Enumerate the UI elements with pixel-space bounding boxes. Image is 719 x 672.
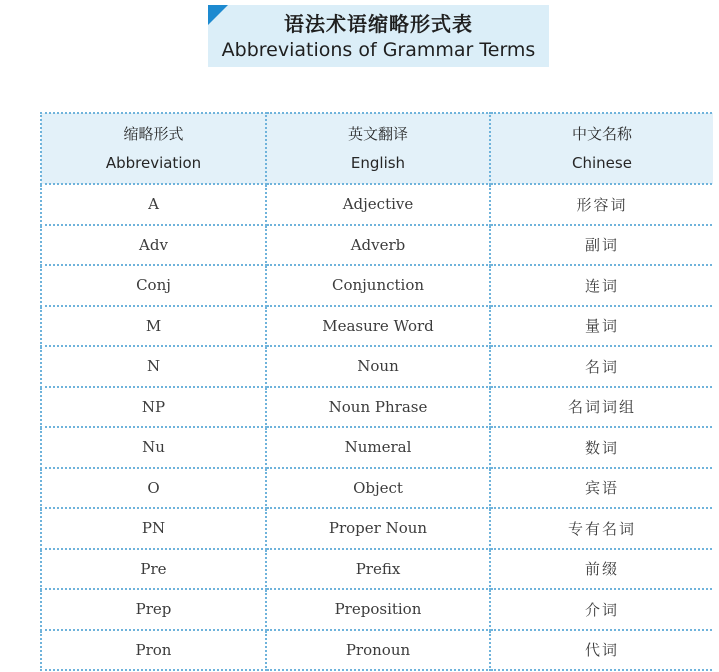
chinese-cell: 形容词 (490, 184, 713, 225)
chinese-cell: 代词 (490, 630, 713, 671)
abbreviation-cell: M (41, 306, 266, 347)
table-body (41, 184, 713, 670)
corner-accent (208, 5, 228, 25)
table-row (41, 549, 713, 590)
abbreviation-cell: Conj (41, 265, 266, 306)
abbreviation-cell: Adv (41, 225, 266, 266)
table-row (41, 387, 713, 428)
table-row (41, 184, 713, 225)
table-row (41, 265, 713, 306)
english-cell: Noun (266, 346, 490, 387)
page-title-english: Abbreviations of Grammar Terms (221, 39, 536, 61)
english-cell: Measure Word (266, 306, 490, 347)
chinese-cell: 宾语 (490, 468, 713, 509)
table-row (41, 427, 713, 468)
chinese-cell: 名词 (490, 346, 713, 387)
english-cell: Numeral (266, 427, 490, 468)
header-abbreviation-cn: 缩略形式 (123, 124, 184, 143)
title-banner (208, 5, 549, 67)
header-abbreviation-en: Abbreviation (105, 153, 202, 172)
chinese-cell: 名词词组 (490, 387, 713, 428)
chinese-cell: 量词 (490, 306, 713, 347)
header-english (266, 113, 490, 184)
abbreviation-cell: PN (41, 508, 266, 549)
abbreviations-table (40, 112, 713, 671)
header-abbreviation (41, 113, 266, 184)
chinese-cell: 副词 (490, 225, 713, 266)
english-cell: Prefix (266, 549, 490, 590)
english-cell: Conjunction (266, 265, 490, 306)
abbreviation-cell: O (41, 468, 266, 509)
header-english-en: English (350, 153, 406, 172)
english-cell: Adjective (266, 184, 490, 225)
abbreviation-cell: NP (41, 387, 266, 428)
english-cell: Noun Phrase (266, 387, 490, 428)
chinese-cell: 介词 (490, 589, 713, 630)
english-cell: Pronoun (266, 630, 490, 671)
table-row (41, 306, 713, 347)
table-header (41, 113, 713, 184)
table-row (41, 225, 713, 266)
chinese-cell: 数词 (490, 427, 713, 468)
table-row (41, 346, 713, 387)
chinese-cell: 连词 (490, 265, 713, 306)
table-row (41, 508, 713, 549)
table-row (41, 468, 713, 509)
english-cell: Preposition (266, 589, 490, 630)
header-chinese-cn: 中文名称 (571, 124, 632, 143)
table-row (41, 630, 713, 671)
chinese-cell: 专有名词 (490, 508, 713, 549)
english-cell: Adverb (266, 225, 490, 266)
abbreviations-table-container (40, 112, 713, 672)
chinese-cell: 前缀 (490, 549, 713, 590)
header-english-cn: 英文翻译 (347, 124, 408, 143)
header-chinese (490, 113, 713, 184)
abbreviation-cell: N (41, 346, 266, 387)
english-cell: Object (266, 468, 490, 509)
header-chinese-en: Chinese (572, 153, 632, 172)
table-row (41, 589, 713, 630)
abbreviation-cell: Pron (41, 630, 266, 671)
header-row (41, 113, 713, 184)
abbreviation-cell: Pre (41, 549, 266, 590)
abbreviation-cell: Prep (41, 589, 266, 630)
page-title-chinese: 语法术语缩略形式表 (284, 12, 473, 36)
abbreviation-cell: A (41, 184, 266, 225)
english-cell: Proper Noun (266, 508, 490, 549)
abbreviation-cell: Nu (41, 427, 266, 468)
